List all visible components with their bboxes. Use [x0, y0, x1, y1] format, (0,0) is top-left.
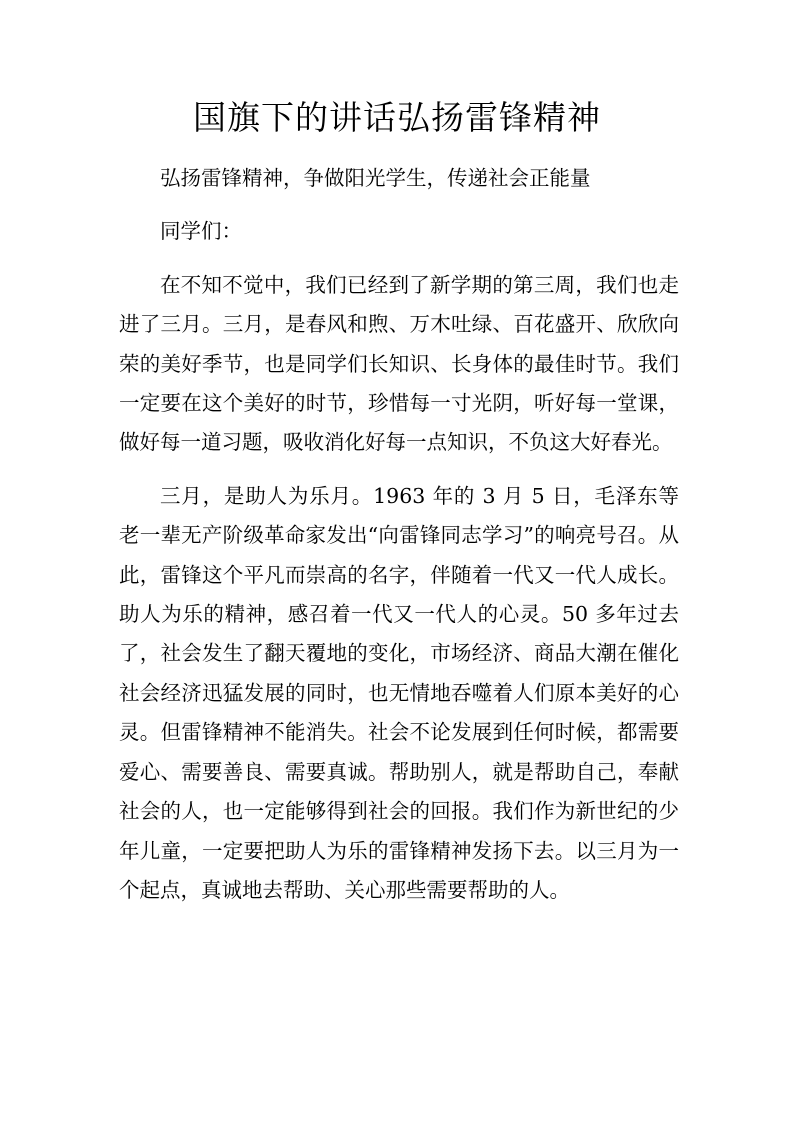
paragraph-1: 在不知不觉中，我们已经到了新学期的第三周，我们也走进了三月。三月，是春风和煦、万木吐绿、百花盛开、欣欣向荣的美好季节，也是同学们长知识、长身体的最佳时节。我们一定要在这个美好的时节，珍惜每一寸光阴，听好每一堂课，做好每一道习题，吸收消化好每一点知识，不负这大好春光。 — [119, 272, 679, 455]
document-title: 国旗下的讲话弘扬雷锋精神 — [193, 98, 601, 137]
subtitle-line: 弘扬雷锋精神，争做阳光学生，传递社会正能量 — [160, 166, 591, 190]
document-body — [119, 159, 679, 910]
paragraph-2: 三月，是助人为乐月。1963 年的 3 月 5 日，毛泽东等老一辈无产阶级革命家发出“向雷锋同志学习”的响亮号召。从此，雷锋这个平凡而崇高的名字，伴随着一代又一代人成长。助人为乐的精神，感召着一代又一代人的心灵。50 多年过去了，社会发生了翻天覆地的变化，市场经济、商品大潮在催化社会经济迅猛发展的同时，也无情地吞噬着人们原本美好的心灵。但雷锋精神不能消失。社会不论发展到任何时候，都需要爱心、需要善良、需要真诚。帮助别人，就是帮助自己，奉献社会的人，也一定能够得到社会的回报。我们作为新世纪的少年儿童，一定要把助人为乐的雷锋精神发扬下去。以三月为一个起点，真诚地去帮助、关心那些需要帮助的人。 — [119, 483, 679, 902]
salutation: 同学们： — [160, 219, 242, 244]
